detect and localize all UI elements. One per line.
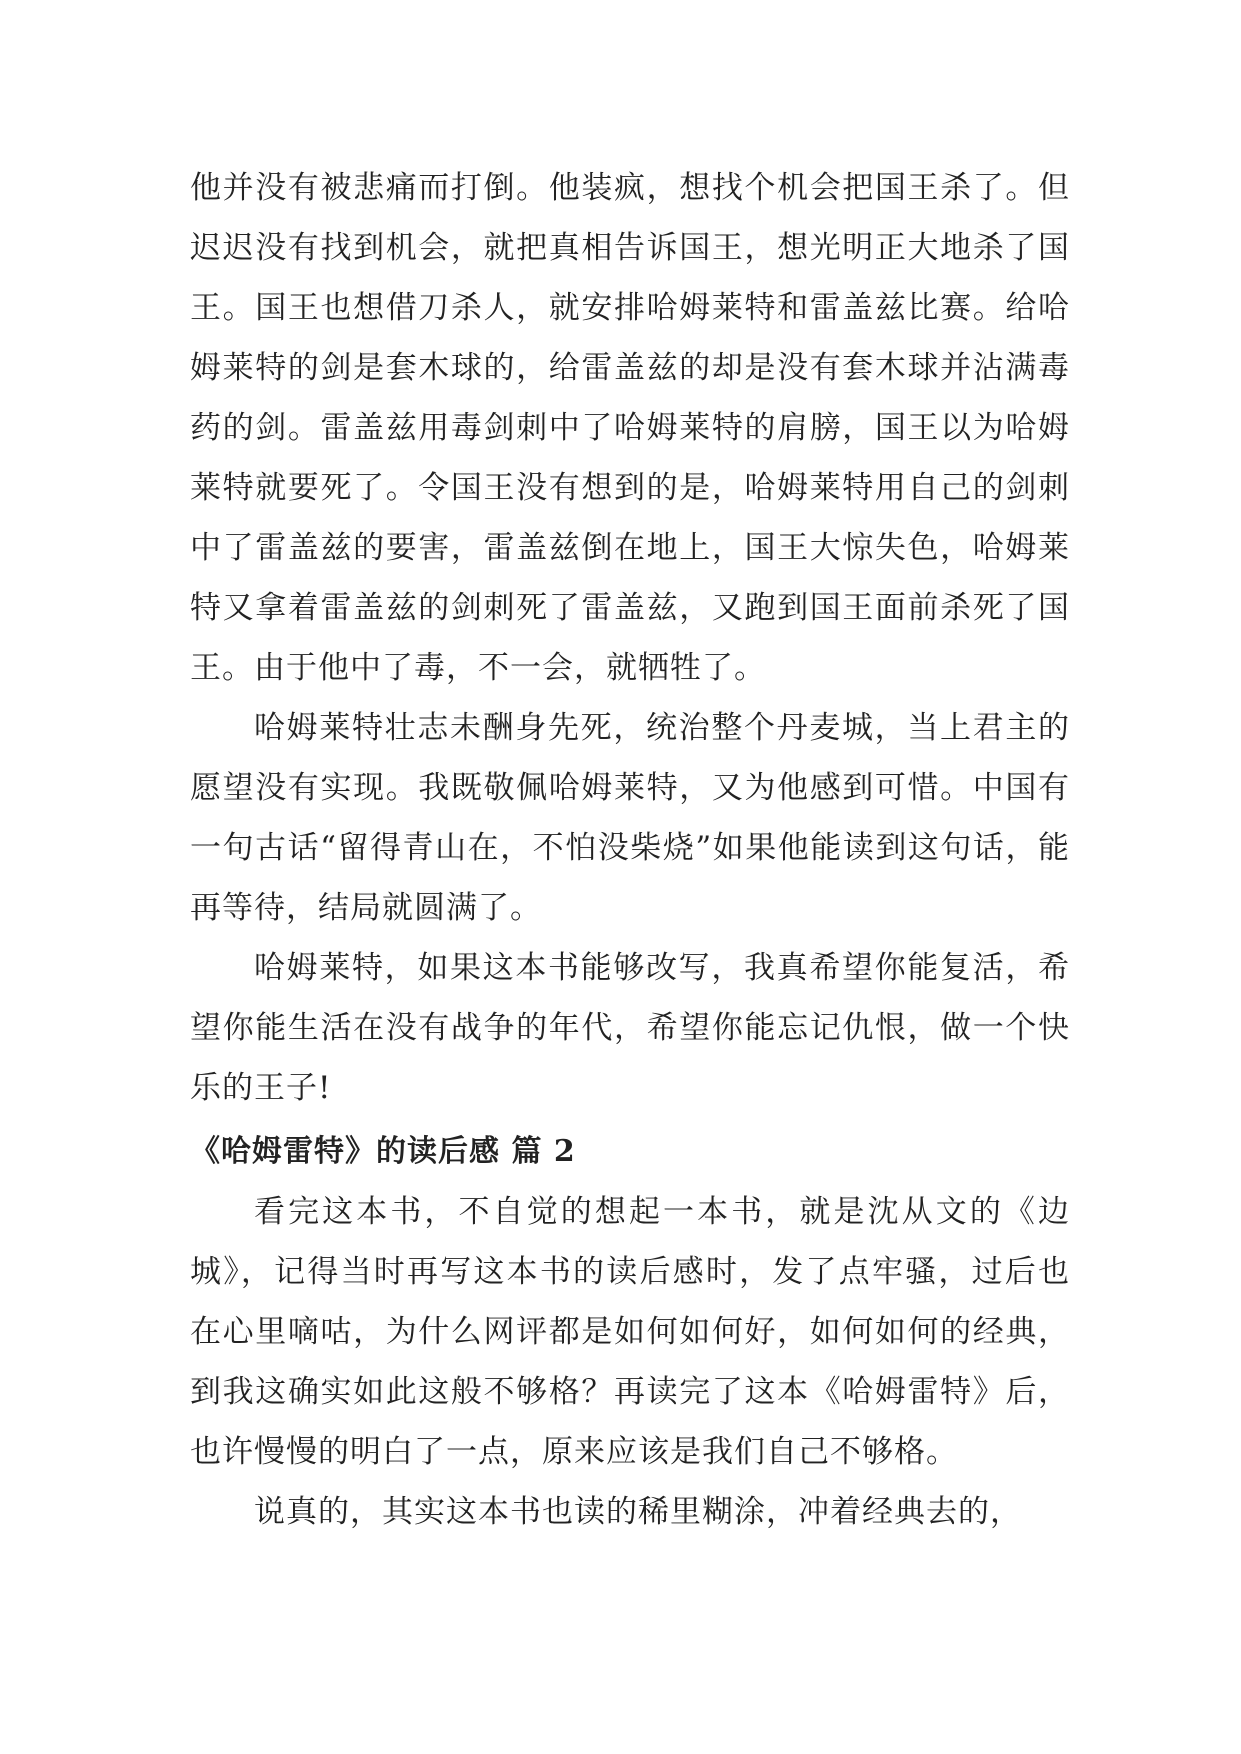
paragraph-4: 看完这本书，不自觉的想起一本书，就是沈从文的《边城》，记得当时再写这本书的读后感时，发了点牢骚，过后也在心里嘀咕，为什么网评都是如何如何好，如何如何的经典，到我这确实如此这般不够格？再读完了这本《哈姆雷特》后，也许慢慢的明白了一点，原来应该是我们自己不够格。 (190, 1194, 1070, 1470)
paragraph-1: 他并没有被悲痛而打倒。他装疯，想找个机会把国王杀了。但迟迟没有找到机会，就把真相告诉国王，想光明正大地杀了国王。国王也想借刀杀人，就安排哈姆莱特和雷盖兹比赛。给哈姆莱特的剑是套木球的，给雷盖兹的却是没有套木球并沾满毒药的剑。雷盖兹用毒剑刺中了哈姆莱特的肩膀，国王以为哈姆莱特就要死了。令国王没有想到的是，哈姆莱特用自己的剑刺中了雷盖兹的要害，雷盖兹倒在地上，国王大惊失色，哈姆莱特又拿着雷盖兹的剑刺死了雷盖兹，又跑到国王面前杀死了国王。由于他中了毒，不一会，就牺牲了。 (190, 170, 1070, 686)
paragraph-3: 哈姆莱特，如果这本书能够改写，我真希望你能复活，希望你能生活在没有战争的年代，希望你能忘记仇恨，做一个快乐的王子! (190, 950, 1070, 1106)
section-2 (190, 1122, 1070, 1542)
section-heading: 《哈姆雷特》的读后感 篇 2 (190, 1134, 576, 1169)
paragraph-5: 说真的，其实这本书也读的稀里糊涂，冲着经典去的， (254, 1494, 1022, 1530)
section-1-body (190, 158, 1070, 1118)
paragraph-2: 哈姆莱特壮志未酬身先死，统治整个丹麦城，当上君主的愿望没有实现。我既敬佩哈姆莱特，又为他感到可惜。中国有一句古话“留得青山在，不怕没柴烧”如果他能读到这句话，能再等待，结局就圆满了。 (190, 710, 1070, 926)
